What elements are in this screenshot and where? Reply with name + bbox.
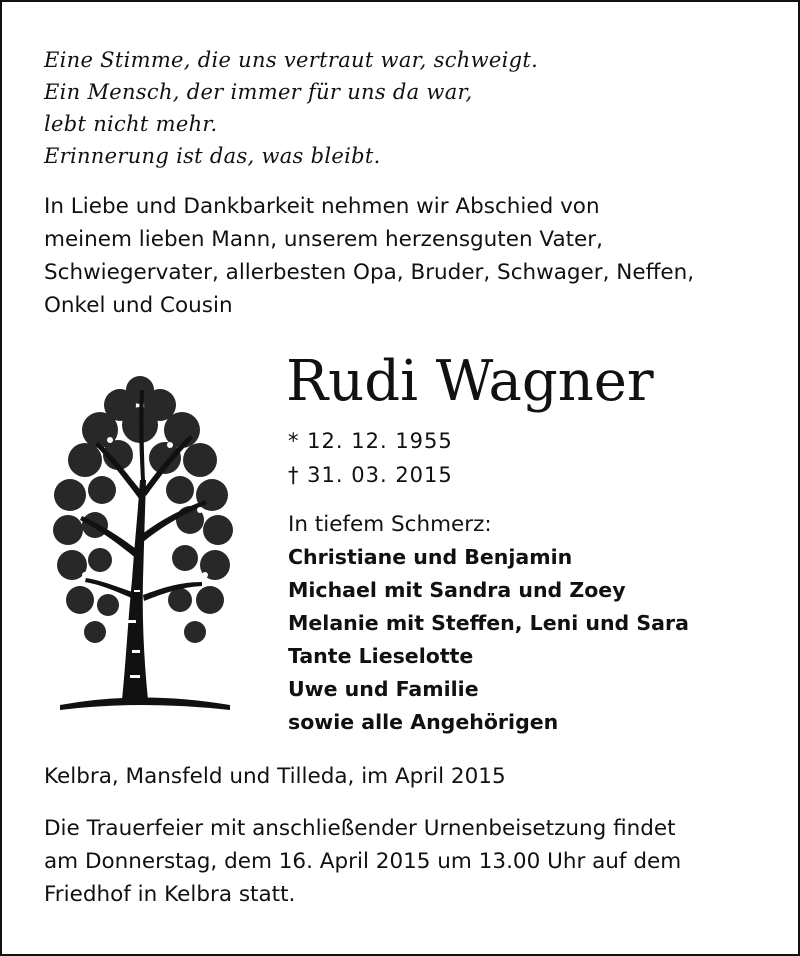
deceased-name: Rudi Wagner [286, 349, 654, 414]
mourners-list [288, 508, 689, 739]
farewell-line: meinem lieben Mann, unserem herzensguten Vater, [44, 227, 603, 252]
farewell-line: In Liebe und Dankbarkeit nehmen wir Abschied von [44, 194, 600, 219]
place-and-date: Kelbra, Mansfeld und Tilleda, im April 2015 [44, 764, 506, 789]
poem-line: Eine Stimme, die uns vertraut war, schweigt. [44, 48, 539, 72]
farewell-text [44, 190, 764, 322]
poem-line: Ein Mensch, der immer für uns da war, [44, 80, 473, 104]
mourners-heading: In tiefem Schmerz: [288, 512, 492, 537]
funeral-line: Die Trauerfeier mit anschließender Urnenbeisetzung findet [44, 816, 676, 841]
farewell-line: Schwiegervater, allerbesten Opa, Bruder, Schwager, Neffen, [44, 260, 695, 285]
memorial-poem [44, 44, 744, 172]
poem-line: lebt nicht mehr. [44, 112, 218, 136]
mourner-name: Tante Lieselotte [288, 644, 474, 668]
funeral-line: am Donnerstag, dem 16. April 2015 um 13.00 Uhr auf dem [44, 849, 682, 874]
death-date: † 31. 03. 2015 [288, 463, 453, 487]
birch-tree-icon [40, 360, 240, 720]
birth-date: * 12. 12. 1955 [288, 429, 453, 453]
farewell-line: Onkel und Cousin [44, 293, 233, 318]
mourner-name: sowie alle Angehörigen [288, 710, 559, 734]
mourner-name: Michael mit Sandra und Zoey [288, 578, 626, 602]
poem-line: Erinnerung ist das, was bleibt. [44, 144, 381, 168]
funeral-line: Friedhof in Kelbra statt. [44, 882, 296, 907]
mourner-name: Uwe und Familie [288, 677, 479, 701]
life-dates [288, 424, 453, 492]
mourner-name: Christiane und Benjamin [288, 545, 573, 569]
mourner-name: Melanie mit Steffen, Leni und Sara [288, 611, 689, 635]
funeral-details [44, 812, 774, 911]
